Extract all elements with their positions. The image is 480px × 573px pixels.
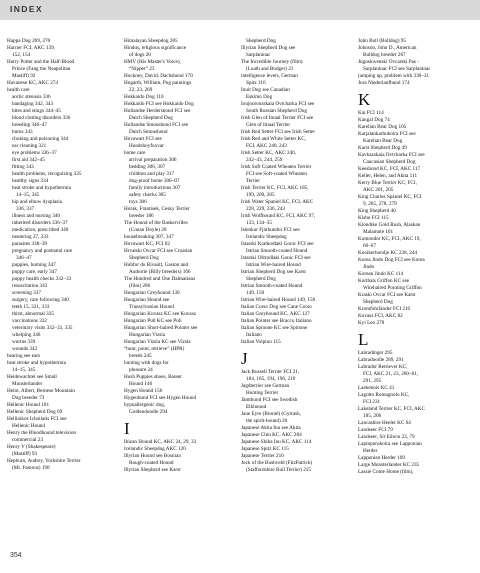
index-subentry: healthy signs 334 xyxy=(12,178,49,184)
index-entry: Kromfohrländer FCI 216 xyxy=(358,306,411,312)
index-entry: Labradoodle 289, 291 xyxy=(358,357,404,363)
index-subentry: Hundshoyfoxvar xyxy=(129,143,164,149)
index-subentry: (Conan Doyle) 20 xyxy=(129,227,167,233)
index-subentry: Wirehaired Pointing Griffon xyxy=(363,285,422,291)
index-entry: Jagdterrier see German xyxy=(241,383,290,389)
index-subentry: neutering 37, 333 xyxy=(12,234,49,240)
index-entry: Kavkazskaia Ovtcharka FCI see xyxy=(358,152,425,158)
index-subentry: FCI, AKC 240, 243 xyxy=(246,143,287,149)
index-entry: Lapinporokoira see Lapponian xyxy=(358,441,422,447)
index-entry: Lakeland Terrier KC, FCI, AKC xyxy=(358,406,425,412)
index-entry: Harry Potter and the Half-Blood xyxy=(7,59,75,65)
index-subentry: Icelandic Sheepdog xyxy=(246,234,287,240)
index-entry: Illyrian Hound see Bosnian xyxy=(124,453,181,459)
index-entry: Hygenhund FCI see Hygen Hound xyxy=(124,395,197,401)
index-entry: Istrian Wire-haired Hound 149, 150 xyxy=(241,297,316,303)
index-subentry: pleasure 24 xyxy=(129,367,153,373)
index-entry: Karst Shepherd Dog 49 xyxy=(358,145,407,151)
index-subentry: breeding 346–47 xyxy=(12,122,48,128)
index-entry: King Charles Spaniel KC, FCI xyxy=(358,194,422,200)
index-subentry: Karelian Bear Dog xyxy=(363,138,403,144)
index-subentry: 242–43, 244, 259 xyxy=(246,157,283,163)
index-subentry: Malamute 101 xyxy=(363,229,394,235)
index-subentry: Prince (Fang the Neapolitan xyxy=(12,66,71,72)
index-entry: Irish Soft Coated Wheaten Terrier xyxy=(241,164,312,170)
index-subentry: (Luath and Bodger) 21 xyxy=(246,66,294,72)
index-subentry: “Nipper” 23 xyxy=(129,66,155,72)
index-subentry: AKC 201, 205 xyxy=(363,187,394,193)
index-entry: Ioujnorousskaia Ovtcharka FCI see xyxy=(241,101,315,107)
index-subentry: Shepherd Dog xyxy=(363,299,393,305)
index-entry: Irish Wolfhound KC, FCI, AKC 97, xyxy=(241,213,316,219)
index-subentry: ear cleaning 321 xyxy=(12,143,47,149)
index-entry: home care xyxy=(124,150,146,156)
index-entry: Jura Niederlaufhund 174 xyxy=(358,80,410,86)
section-letter: J xyxy=(241,349,248,368)
index-entry: “hunt, point, retrieve” (HPR) xyxy=(124,346,185,352)
index-entry: Klondike Gold Rush, Alaskan xyxy=(358,222,421,228)
index-subentry: burns 343 xyxy=(12,129,33,135)
index-subentry: medication, prescribed 340 xyxy=(12,227,69,233)
index-subentry: commercial 23 xyxy=(12,437,43,443)
index-entry: Landseer, Sir Edwin 23, 79 xyxy=(358,434,415,440)
index-subentry: choking and poisoning 344 xyxy=(12,136,69,142)
index-entry: Islenkur Fjárhundur FCI see xyxy=(241,227,300,233)
index-subentry: Dutch Shepherd Dog xyxy=(129,115,173,121)
index-subentry: Shepherd Dog xyxy=(246,38,276,44)
index-subentry: Istrian Wire-haired Hound xyxy=(246,262,301,268)
index-entry: Istrian Shepherd Dog see Karst xyxy=(241,269,306,275)
index-entry: Italian Pointer see Bracco Italiano xyxy=(241,318,312,324)
index-entry: Japanese Terrier 210 xyxy=(241,453,284,459)
index-subentry: eye problems 336–37 xyxy=(12,150,57,156)
index-entry: Himalayan Sheepdog 285 xyxy=(124,38,178,44)
index-subentry: 228, 229, 236, 243 xyxy=(246,206,285,212)
index-entry: Jane Eyre (Brontë) (Gytrash, xyxy=(241,411,301,417)
index-entry: Korean Jindo KC 114 xyxy=(358,271,404,277)
index-entry: Illyrian Shepherd Dog see xyxy=(241,45,296,51)
index-subentry: heat stroke and hypothermia xyxy=(12,185,71,191)
section-letter: L xyxy=(358,330,369,349)
index-subentry: children and play 317 xyxy=(129,171,175,177)
index-entry: Korthals Griffon KC see xyxy=(358,278,410,284)
index-entry: Keeshond KC, FCI, AKC 117 xyxy=(358,166,421,172)
index-entry: Kuvasz FCI, AKC 82 xyxy=(358,313,403,319)
index-entry: Hungarian Kuvasz KC see Kuvasz xyxy=(124,311,197,317)
index-entry: Harrier FCI, AKC 139, xyxy=(7,45,55,51)
index-subentry: FCI see Soft-coated Wheaten xyxy=(246,171,307,177)
index-subentry: breeder 186 xyxy=(129,213,154,219)
index-subentry: 149, 150 xyxy=(246,290,265,296)
index-subentry: toys 306 xyxy=(129,199,147,205)
index-subentry: Elkhound xyxy=(246,404,267,410)
index-entry: hypoallergenic dog, xyxy=(124,402,166,408)
index-entry: Hovawart FCI see xyxy=(124,136,162,142)
index-entry: Havanese KC, AKC 274 xyxy=(7,80,59,86)
index-entry: hearing see ears xyxy=(7,353,41,359)
index-subentry: 346–47 xyxy=(16,255,32,261)
index-subentry: Goldendoodle 294 xyxy=(129,409,168,415)
index-entry: Hokkaido Dog 110 xyxy=(124,94,164,100)
index-entry: Japanese Shiba Inu KC, AKC 114 xyxy=(241,439,312,445)
index-entry: Hepburn, Audrey, Yorkshire Terrier xyxy=(7,458,81,464)
index-subentry: resuscitation 343 xyxy=(12,283,48,289)
index-subentry: breeds 245 xyxy=(129,353,152,359)
index-subentry: 185, 206 xyxy=(363,413,382,419)
index-columns xyxy=(7,38,475,550)
index-entry: Kooikerhondje KC 238, 244 xyxy=(358,250,418,256)
index-entry: Hockney, David, Dachshund 170 xyxy=(124,73,193,79)
running-head: INDEX xyxy=(10,4,43,14)
index-entry: Irish Terrier KC, FCI, AKC 185, xyxy=(241,185,309,191)
index-entry: Jämthund FCI see Swedish xyxy=(241,397,298,403)
index-entry: Hellinikos Ichnilatis FCI see xyxy=(7,416,67,422)
index-entry: Irish Red and White Setter KC, xyxy=(241,136,307,142)
index-entry: Lancashire Heeler KC 64 xyxy=(358,420,411,426)
index-subentry: veterinary visits 332–33, 335 xyxy=(12,325,73,331)
index-entry: Kraski Ovcar FCI see Karst xyxy=(358,292,416,298)
index-entry: The Hundred and One Dalmatians xyxy=(124,276,196,282)
index-entry: Hellenic Hound 181 xyxy=(7,402,50,408)
index-entry: Hungarian Hound see xyxy=(124,297,170,303)
index-subentry: Spitz 116 xyxy=(246,80,266,86)
index-subentry: Rough-coated Hound xyxy=(129,460,174,466)
index-entry: Hush Puppies shoes, Basset xyxy=(124,374,182,380)
index-subentry: Dutch Smoushond xyxy=(129,129,168,135)
index-entry: Istrian Smooth-coated Hound xyxy=(241,283,303,289)
index-subentry: Hellenic Hound xyxy=(12,423,45,429)
index-entry: Italian Volpino 115 xyxy=(241,339,281,345)
index-entry: Kangal Dog 74 xyxy=(358,117,390,123)
index-subentry: bandaging 342, 343 xyxy=(12,101,54,107)
index-entry: Horak, Frantisek, Cesky Terrier xyxy=(124,206,190,212)
index-entry: Illyrian Shepherd see Karst xyxy=(124,467,181,473)
index-entry: Italian Greyhound KC, AKC 127 xyxy=(241,311,310,317)
index-entry: Korea Jindo Dog FCI see Korea xyxy=(358,257,425,263)
index-entry: Heidewachtel see Small xyxy=(7,374,57,380)
index-entry: Landseer FCI 79 xyxy=(358,427,393,433)
index-subentry: FCI, AKC 21, 23, 260–61, xyxy=(363,371,419,377)
index-entry: Lassie Come Home (film), xyxy=(358,469,414,475)
index-entry: Japanese Akita Inu see Akita xyxy=(241,425,301,431)
index-entry: Laekenois KC 41 xyxy=(358,385,395,391)
section-letter: K xyxy=(358,90,371,109)
index-subentry: Munsterlander xyxy=(12,381,43,387)
index-entry: Large Munsterlander KC 235 xyxy=(358,462,420,468)
index-subentry: Mastiff) 92 xyxy=(12,73,36,79)
index-entry: Happa Dog 269, 270 xyxy=(7,38,51,44)
index-subentry: bites and stings 344–45 xyxy=(12,108,61,114)
index-entry: Hungarian Short-haired Pointer see xyxy=(124,325,198,331)
index-subentry: family introductions 307 xyxy=(129,185,181,191)
index-subentry: Hungarian Vizsla xyxy=(129,332,166,338)
index-subentry: 9, 265, 278, 279 xyxy=(363,201,397,207)
index-subentry: Herder xyxy=(363,448,378,454)
index-entry: heat stroke and hypothermia xyxy=(7,360,66,366)
index-subentry: dog-proof home 306–07 xyxy=(129,178,180,184)
index-entry: Japanese Spitz KC 115 xyxy=(241,446,289,452)
index-subentry: (Mastiff) 93 xyxy=(12,451,38,457)
index-entry: Lagotto Romagnolo KC, xyxy=(358,392,410,398)
index-subentry: thirst, abnormal 335 xyxy=(12,311,54,317)
index-subentry: 199, 200, 205 xyxy=(246,192,275,198)
index-subentry: (Staffordshire Bull Terrier) 215 xyxy=(246,467,311,473)
index-entry: Hollandse Herdershond FCI see xyxy=(124,108,191,114)
index-subentry: FCI 231 xyxy=(363,399,381,405)
index-subentry: 14–15, 345 xyxy=(16,192,40,198)
index-subentry: puppies, homing 347 xyxy=(12,262,56,268)
index-subentry: puppy health checks 332–33 xyxy=(12,276,72,282)
index-entry: Hungarian Greyhound 130 xyxy=(124,290,180,296)
index-entry: John Bull (Bulldog) 95 xyxy=(358,38,406,44)
index-subentry: first aid 342–45 xyxy=(12,157,45,163)
index-entry: health care xyxy=(7,87,30,93)
index-entry: Hindus, religious significance xyxy=(124,45,187,51)
index-subentry: Istrian Smooth-coated Hound xyxy=(246,248,308,254)
index-subentry: Shepherd Dog xyxy=(246,276,276,282)
index-entry: Jock of the Bushveld (FitzPatrick) xyxy=(241,460,313,466)
header-band xyxy=(0,0,480,20)
index-subentry: Jindo xyxy=(363,264,375,270)
index-subentry: blood clotting disorders 336 xyxy=(12,115,71,121)
index-subentry: Terrier xyxy=(246,178,261,184)
index-entry: Irish Glen of Imaal Terrier FCI see xyxy=(241,115,314,121)
index-subentry: South Russian Shepherd Dog xyxy=(246,108,307,114)
index-entry: Lapponian Herder 109 xyxy=(358,455,405,461)
index-subentry: pregnancy and postnatal care xyxy=(12,248,73,254)
index-entry: Heim, Albert, Bernese Mountain xyxy=(7,388,75,394)
index-subentry: aortic stenosis 336 xyxy=(12,94,51,100)
index-entry: King Shepherd 40 xyxy=(358,208,396,214)
index-entry: Istarski Kratkodlaki Gonic FCI see xyxy=(241,241,314,247)
index-entry: Jugoslovenski Ovcarski Pas - xyxy=(358,59,419,65)
index-subentry: 152, 154 xyxy=(12,52,31,58)
index-entry: Hungarian Puli KC see Puli xyxy=(124,318,182,324)
index-entry: Icelandic Sheepdog AKC 120 xyxy=(124,446,186,452)
index-subentry: (Mr. Famous) 190 xyxy=(12,465,50,471)
index-subentry: Sarplaninac xyxy=(246,52,271,58)
index-entry: Irish Water Spaniel KC, FCI, AKC xyxy=(241,199,314,205)
index-entry: Johnson, John D., American xyxy=(358,45,417,51)
index-entry: jumping up, problem with 330–31 xyxy=(358,73,430,79)
index-subentry: hip and elbow dysplasia xyxy=(12,199,62,205)
index-subentry: Authorie (Billy breeders) 166 xyxy=(129,269,191,275)
index-entry: Hubfor du Rivault, Gaston and xyxy=(124,262,189,268)
index-subentry: (film) 286 xyxy=(129,283,151,289)
index-entry: Kai FCI 114 xyxy=(358,110,384,116)
index-entry: Kerry Blue Terrier KC, FCI, xyxy=(358,180,417,186)
index-entry: Karjalankarhukoira FCI see xyxy=(358,131,416,137)
index-subentry: vaccinations 332 xyxy=(12,318,48,324)
index-subentry: inherited disorders 336–37 xyxy=(12,220,68,226)
index-subentry: arrival preparation 306 xyxy=(129,157,177,163)
index-subentry: Glen of Imaal Terrier xyxy=(246,122,291,128)
index-subentry: 291, 295 xyxy=(363,378,382,384)
index-entry: Hollandse Smoushond FCI see xyxy=(124,122,189,128)
index-subentry: surgery, care following 340 xyxy=(12,297,69,303)
index-entry: Irish Red Setter FCI see Irish Setter xyxy=(241,129,316,135)
index-subentry: screening 337 xyxy=(12,290,41,296)
index-subentry: fitting 343 xyxy=(12,164,34,170)
index-subentry: Hound 146 xyxy=(129,381,153,387)
index-entry: Hokkaido FCI see Hokkaido Dog xyxy=(124,101,194,107)
index-entry: Italian Corso Dog see Cane Corso xyxy=(241,304,312,310)
index-subentry: Caucasian Shepherd Dog xyxy=(363,159,416,165)
index-entry: Kishu FCI 115 xyxy=(358,215,389,221)
index-subentry: Bulldog breeder 267 xyxy=(363,52,406,58)
index-entry: Labrador Retriever KC, xyxy=(358,364,408,370)
index-subentry: bedding 306, 307 xyxy=(129,164,166,170)
index-subentry: wounds 342 xyxy=(12,346,38,352)
index-subentry: 66–67 xyxy=(363,243,376,249)
index-column-1 xyxy=(7,38,120,550)
index-subentry: Italiano xyxy=(246,332,262,338)
index-subentry: puppy care, early 347 xyxy=(12,269,57,275)
index-entry: Istarski Oštrodlaki Gonic FCI see xyxy=(241,255,311,261)
index-subentry: parasites 338–39 xyxy=(12,241,48,247)
page-number: 354 xyxy=(10,552,22,559)
index-entry: Komondor KC, FCI, AKC 19, xyxy=(358,236,421,242)
index-subentry: safety checks 305 xyxy=(129,192,166,198)
index-entry: Hygen Hound 156 xyxy=(124,388,163,394)
index-entry: Irish Setter KC, AKC 240, xyxy=(241,150,297,156)
index-entry: Hrvatski Ovcar FCI see Croatian xyxy=(124,248,193,254)
index-entry: Labradinger 295 xyxy=(358,350,393,356)
index-entry: Keller, Helen, and Akita 111 xyxy=(358,173,418,179)
index-subentry: illness and nursing 340 xyxy=(12,213,60,219)
section-letter: I xyxy=(124,419,130,438)
index-entry: Karelian Bear Dog 105 xyxy=(358,124,407,130)
index-subentry: 14–15, 345 xyxy=(12,367,36,373)
index-subentry: health problems, recognizing 335 xyxy=(12,171,82,177)
index-entry: The Incredible Journey (film) xyxy=(241,59,303,65)
index-subentry: 184, 185, 194, 196, 210 xyxy=(246,376,296,382)
index-subentry: Shepherd Dog xyxy=(129,255,159,261)
index-subentry: worms 339 xyxy=(12,339,36,345)
index-entry: hunting with dogs for xyxy=(124,360,169,366)
index-subentry: the spirit-hound) 20 xyxy=(246,418,288,424)
index-entry: Henry the Bloodhound television xyxy=(7,430,77,436)
index-subentry: Sarplaninac FCI see Sarplaninac xyxy=(363,66,431,72)
index-entry: Jack Russell Terrier FCI 21, xyxy=(241,369,300,375)
index-entry: housebreaking 307, 347 xyxy=(124,234,174,240)
index-subentry: Eskimo Dog xyxy=(246,94,273,100)
index-entry: The Hound of the Baskervilles xyxy=(124,220,188,226)
index-entry: Inuit Dog see Canadian xyxy=(241,87,290,93)
index-entry: Hogarth, William, Pug paintings xyxy=(124,80,192,86)
index-entry: intelligence levels, German xyxy=(241,73,298,79)
index-entry: Japanese Chin KC, AKC 284 xyxy=(241,432,302,438)
index-subentry: Transylvanian Hound xyxy=(129,304,174,310)
index-subentry: whelping 346 xyxy=(12,332,41,338)
index-entry: Kyi Leo 278 xyxy=(358,320,385,326)
index-column-3 xyxy=(241,38,354,550)
index-subentry: 133, 134–35 xyxy=(246,220,272,226)
index-entry: Hovawart KC, FCI 82 xyxy=(124,241,171,247)
index-subentry: of dogs 20 xyxy=(129,52,151,58)
index-entry: HMV (His Master's Voice), xyxy=(124,59,181,65)
index-column-2 xyxy=(124,38,237,550)
index-subentry: 22, 23, 269 xyxy=(129,87,153,93)
index-entry: Hellenic Shepherd Dog 69 xyxy=(7,409,63,415)
index-column-4 xyxy=(358,38,471,550)
index-entry: Ibizan Hound KC, AKC 24, 29, 33 xyxy=(124,439,197,445)
index-subentry: teeth 15, 321, 333 xyxy=(12,304,50,310)
index-subentry: Dog breeder 73 xyxy=(12,395,45,401)
index-entry: Henry V (Shakespeare) xyxy=(7,444,56,450)
index-subentry: Hunting Terrier xyxy=(246,390,279,396)
index-entry: Italian Spinone KC see Spinone xyxy=(241,325,308,331)
index-subentry: 336, 337 xyxy=(16,206,35,212)
index-entry: Hungarian Vizsla KC see Vizsla xyxy=(124,339,191,345)
